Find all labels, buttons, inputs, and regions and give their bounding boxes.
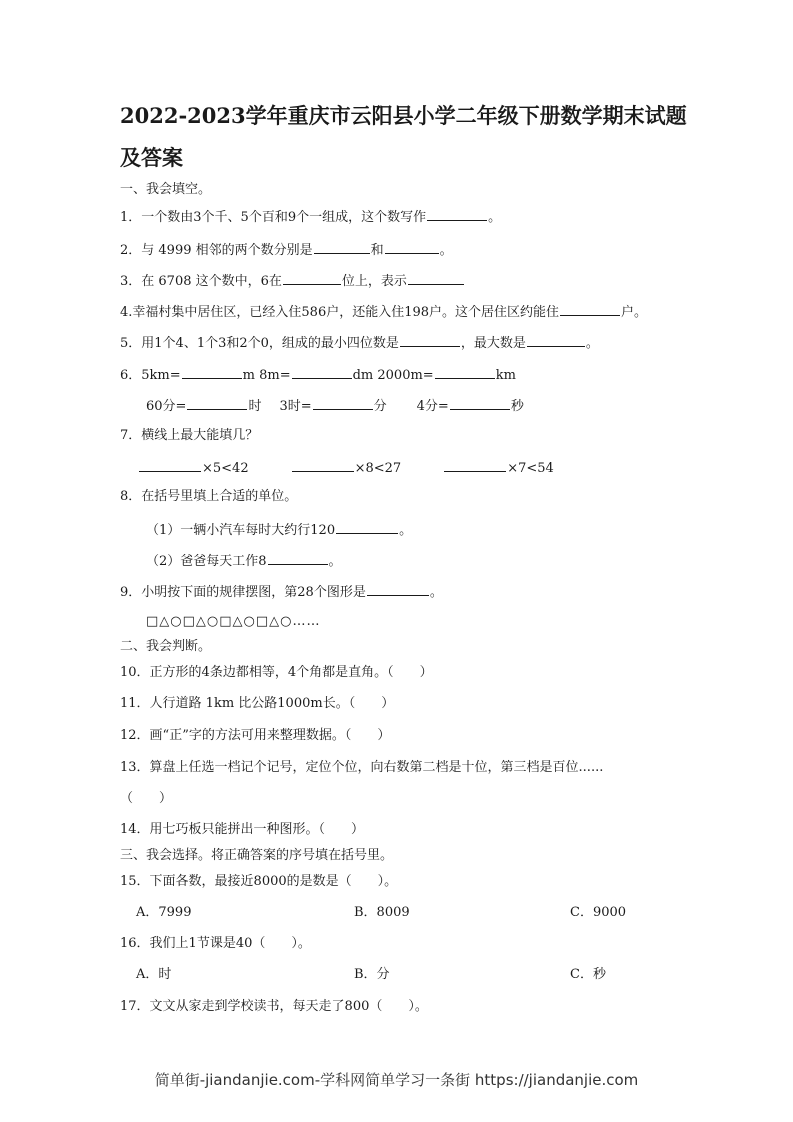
question-text: （2）爸爸每天工作8 <box>146 554 267 569</box>
question-11: 11．人行道路 1km 比公路1000m长。（ ） <box>120 696 395 711</box>
section-heading-choice: 三、我会选择。将正确答案的序号填在括号里。 <box>120 848 394 863</box>
shape-pattern: □△○□△○□△○□△○…… <box>146 614 321 629</box>
question-text: 2．与 4999 相邻的两个数分别是 <box>120 243 313 258</box>
question-1 <box>120 207 501 227</box>
question-4 <box>120 302 647 322</box>
question-10: 10．正方形的4条边都相等，4个角都是直角。（ ） <box>120 665 433 680</box>
question-8-part1 <box>146 520 412 540</box>
question-text: 分 <box>373 399 387 414</box>
question-text: ×7<54 <box>507 461 554 476</box>
question-text: 3．在 6708 这个数中，6在 <box>120 274 282 289</box>
question-text: ，最大数是 <box>460 336 526 351</box>
page-title: 2022-2023学年重庆市云阳县小学二年级下册数学期末试题 <box>120 103 687 128</box>
section-heading-fill: 一、我会填空。 <box>120 182 212 197</box>
answer-blank <box>182 365 242 379</box>
punct: 。 <box>488 210 502 225</box>
answer-blank <box>139 458 201 472</box>
question-13: 13．算盘上任选一档记个记号，定位个位，向右数第二档是十位，第三档是百位...... <box>120 760 604 775</box>
question-8-part2 <box>146 551 342 571</box>
question-text: km <box>495 368 516 383</box>
question-text: 位上，表示 <box>341 274 407 289</box>
page-title-cont: 及答案 <box>120 145 183 170</box>
option-a: A．7999 <box>136 905 192 920</box>
question-text: 3时= <box>279 399 312 414</box>
answer-blank <box>313 396 373 410</box>
question-text: ×8<27 <box>354 461 402 476</box>
answer-blank <box>292 365 352 379</box>
answer-blank <box>283 271 341 285</box>
answer-blank <box>400 333 460 347</box>
question-text: 4分= <box>416 399 449 414</box>
footer-watermark: 简单街-jiandanjie.com-学科网简单学习一条街 https://jiandanjie.com <box>154 1071 639 1089</box>
question-16: 16．我们上1节课是40（ ）。 <box>120 936 311 951</box>
answer-blank <box>408 271 464 285</box>
question-14: 14．用七巧板只能拼出一种图形。（ ） <box>120 822 365 837</box>
answer-blank <box>292 458 354 472</box>
punct: 。 <box>439 243 453 258</box>
question-6 <box>120 365 516 385</box>
answer-blank <box>314 240 370 254</box>
question-text: dm 2000m= <box>352 368 434 383</box>
option-a: A．时 <box>136 967 172 982</box>
question-7-items <box>138 458 554 478</box>
option-b: B．8009 <box>354 905 410 920</box>
answer-blank <box>268 551 328 565</box>
question-text: 和 <box>370 243 384 258</box>
answer-blank <box>450 396 510 410</box>
option-b: B．分 <box>354 967 390 982</box>
answer-blank <box>367 582 429 596</box>
punct: 。 <box>585 336 599 351</box>
question-text: 秒 <box>510 399 524 414</box>
question-13-bracket: （ ） <box>120 791 173 806</box>
section-heading-judge: 二、我会判断。 <box>120 639 212 654</box>
answer-blank <box>427 207 487 221</box>
question-15: 15．下面各数，最接近8000的是数是（ ）。 <box>120 874 398 889</box>
question-7: 7．横线上最大能填几？ <box>120 428 259 443</box>
question-text: m 8m= <box>242 368 291 383</box>
question-text: 5．用1个4、1个3和2个0，组成的最小四位数是 <box>120 336 399 351</box>
question-17: 17．文文从家走到学校读书，每天走了800（ ）。 <box>120 999 428 1014</box>
question-text: 9．小明按下面的规律摆图，第28个图形是 <box>120 585 366 600</box>
question-9 <box>120 582 443 602</box>
answer-blank <box>560 302 620 316</box>
question-8: 8．在括号里填上合适的单位。 <box>120 489 298 504</box>
option-c: C．9000 <box>570 905 627 920</box>
question-2 <box>120 240 453 260</box>
question-text: 4.幸福村集中居住区，已经入住586户，还能入住198户。这个居住区约能住 <box>120 305 560 320</box>
answer-blank <box>435 365 495 379</box>
question-6-row2 <box>146 396 524 416</box>
punct: 。 <box>429 585 443 600</box>
punct: 。 <box>328 554 342 569</box>
option-c: C．秒 <box>570 967 606 982</box>
punct: 。 <box>399 523 413 538</box>
answer-blank <box>187 396 247 410</box>
question-5 <box>120 333 599 353</box>
punct: 户。 <box>621 305 648 320</box>
question-text: 时 <box>248 399 262 414</box>
answer-blank <box>385 240 439 254</box>
answer-blank <box>527 333 585 347</box>
question-text: （1）一辆小汽车每时大约行120 <box>146 523 336 538</box>
answer-blank <box>444 458 506 472</box>
question-text: 60分= <box>146 399 187 414</box>
question-3 <box>120 271 465 291</box>
question-text: ×5<42 <box>202 461 249 476</box>
question-text: 1．一个数由3个千、5个百和9个一组成，这个数写作 <box>120 210 427 225</box>
question-12: 12．画“正”字的方法可用来整理数据。（ ） <box>120 728 391 743</box>
answer-blank <box>336 520 398 534</box>
question-text: 6．5km= <box>120 368 181 383</box>
